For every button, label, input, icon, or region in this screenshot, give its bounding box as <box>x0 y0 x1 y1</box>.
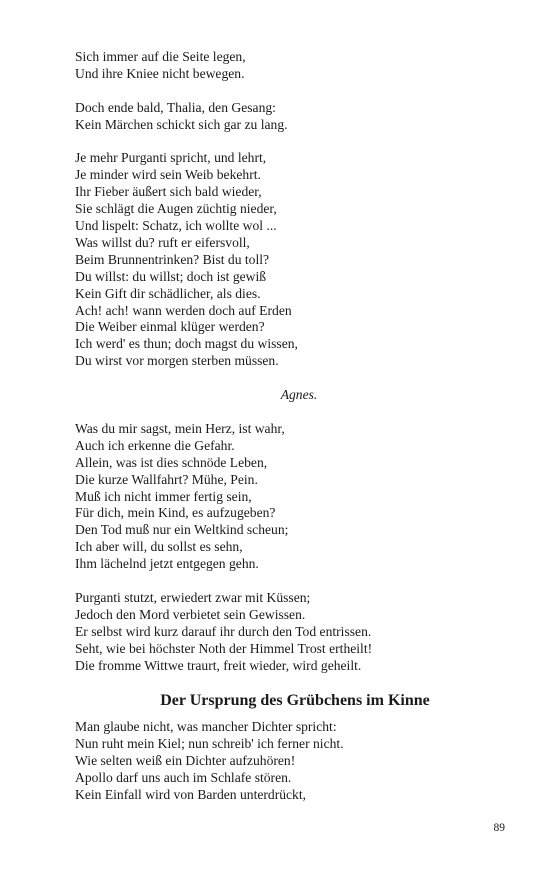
stanza <box>75 150 475 370</box>
verse-line: Kein Märchen schickt sich gar zu lang. <box>75 116 288 132</box>
verse-line: Apollo darf uns auch im Schlafe stören. <box>75 770 292 786</box>
verse-line: Sich immer auf die Seite legen, <box>75 49 246 64</box>
verse-line: Je mehr Purganti spricht, und lehrt, <box>75 150 267 166</box>
verse-line: Die Weiber einmal klüger werden? <box>75 319 265 335</box>
page-text <box>75 49 475 821</box>
verse-line: Du willst: du willst; doch ist gewiß <box>75 268 267 284</box>
speaker-name: Agnes. <box>280 387 318 403</box>
verse-line: Nun ruht mein Kiel; nun schreib' ich ferner nicht. <box>75 736 344 752</box>
verse-line: Was willst du? ruft er eifersvoll, <box>75 234 250 250</box>
verse-line: Die kurze Wallfahrt? Mühe, Pein. <box>75 471 258 487</box>
verse-line: Beim Brunnentrinken? Bist du toll? <box>75 251 270 267</box>
poem-title: Der Ursprung des Grübchens im Kinne <box>160 692 430 710</box>
stanza <box>75 100 475 134</box>
verse-line: Ich aber will, du sollst es sehn, <box>75 539 243 555</box>
verse-line: Ach! ach! wann werden doch auf Erden <box>75 302 292 318</box>
verse-line: Den Tod muß nur ein Weltkind scheun; <box>75 522 289 538</box>
stanza <box>75 590 475 675</box>
verse-line: Und ihre Kniee nicht bewegen. <box>75 65 245 81</box>
verse-line: Je minder wird sein Weib bekehrt. <box>75 167 261 183</box>
verse-line: Man glaube nicht, was mancher Dichter spricht: <box>75 719 337 735</box>
verse-line: Du wirst vor morgen sterben müssen. <box>75 353 279 369</box>
verse-line: Purganti stutzt, erwiedert zwar mit Küssen; <box>75 589 311 605</box>
verse-line: Kein Einfall wird von Barden unterdrückt, <box>75 786 307 802</box>
verse-line: Doch ende bald, Thalia, den Gesang: <box>75 99 276 115</box>
stanza <box>75 719 475 804</box>
stanza <box>75 421 475 573</box>
verse-line: Allein, was ist dies schnöde Leben, <box>75 454 268 470</box>
verse-line: Muß ich nicht immer fertig sein, <box>75 488 252 504</box>
verse-line: Für dich, mein Kind, es aufzugeben? <box>75 505 276 521</box>
verse-line: Sie schlägt die Augen züchtig nieder, <box>75 201 277 217</box>
verse-line: Er selbst wird kurz darauf ihr durch den Tod entrissen. <box>75 623 372 639</box>
verse-line: Ihr Fieber äußert sich bald wieder, <box>75 184 262 200</box>
verse-line: Die fromme Wittwe traurt, freit wieder, wird geheilt. <box>75 657 362 673</box>
verse-line: Seht, wie bei höchster Noth der Himmel Trost ertheilt! <box>75 640 373 656</box>
verse-line: Kein Gift dir schädlicher, als dies. <box>75 285 261 301</box>
verse-line: Auch ich erkenne die Gefahr. <box>75 437 235 453</box>
page-number: 89 <box>493 822 505 834</box>
verse-line: Ihm lächelnd jetzt entgegen gehn. <box>75 556 259 572</box>
verse-line: Wie selten weiß ein Dichter aufzuhören! <box>75 753 296 769</box>
verse-line: Jedoch den Mord verbietet sein Gewissen. <box>75 606 306 622</box>
verse-line: Ich werd' es thun; doch magst du wissen, <box>75 336 298 352</box>
verse-line: Was du mir sagst, mein Herz, ist wahr, <box>75 420 285 436</box>
stanza <box>75 49 475 83</box>
verse-line: Und lispelt: Schatz, ich wollte wol ... <box>75 218 277 234</box>
